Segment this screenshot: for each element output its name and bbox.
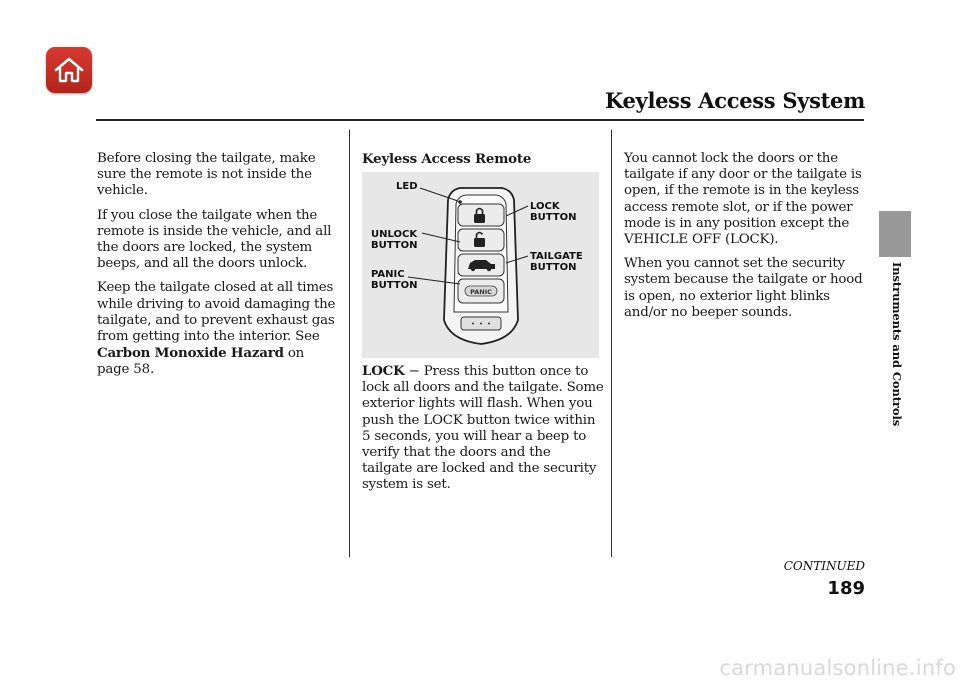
house-icon [54,56,84,84]
watermark: carmanualsonline.info [719,656,956,680]
page-reference: on page 58. [97,346,305,378]
column-divider-1 [349,130,350,557]
remote-heading: Keyless Access Remote [362,151,532,167]
chapter-tab[interactable] [879,211,911,257]
unlock-button-label: UNLOCK BUTTON [371,229,418,251]
lock-text: Press this button once to lock all doors and the tailgate. Some exterior lights will flash. When you push the LOCK button twice within 5 seconds, you will hear a beep to verify that the doors and the tailgate are locked and the security system is set. [362,364,604,493]
column-3 [624,151,864,329]
paragraph-tailgate-remote: Before closing the tailgate, make sure the remote is not inside the vehicle. [97,151,316,199]
chapter-tab-label: Instruments and Controls [890,262,904,427]
panic-key-label: PANIC [470,288,492,296]
lock-dash: − [404,364,424,379]
paragraph-exhaust [97,280,337,378]
remote-figure [362,172,599,358]
carbon-monoxide-link[interactable]: Carbon Monoxide Hazard [97,345,284,362]
exhaust-text: Keep the tailgate closed at all times while driving to avoid damaging the tailgate, and to prevent exhaust gas from getting into the interior. See [97,280,336,345]
header-rule [96,119,864,121]
tailgate-button-label: TAILGATE BUTTON [530,251,583,273]
column-divider-2 [611,130,612,557]
paragraph-security-system: When you cannot set the security system because the tailgate or hood is open, no exterior light blinks and/or no beeper sounds. [624,256,863,320]
lock-term: LOCK [362,363,405,379]
page-number: 189 [827,578,865,599]
led-label: LED [396,181,418,192]
panic-button-label: PANIC BUTTON [371,269,418,291]
home-button[interactable] [46,47,92,93]
paragraph-cannot-lock: You cannot lock the doors or the tailgate if any door or the tailgate is open, if the remote is in the keyless access remote slot, or if the power mode is in any position except the VEHICLE OFF (LOCK). [624,151,862,248]
continued-label: CONTINUED [783,559,865,573]
lock-button-label: LOCK BUTTON [530,201,577,223]
section-title: Keyless Access System [604,88,865,113]
column-1 [97,151,337,387]
lock-description [362,363,604,502]
paragraph-tailgate-locked: If you close the tailgate when the remote is inside the vehicle, and all the doors are locked, the system beeps, and all the doors unlock. [97,207,332,272]
